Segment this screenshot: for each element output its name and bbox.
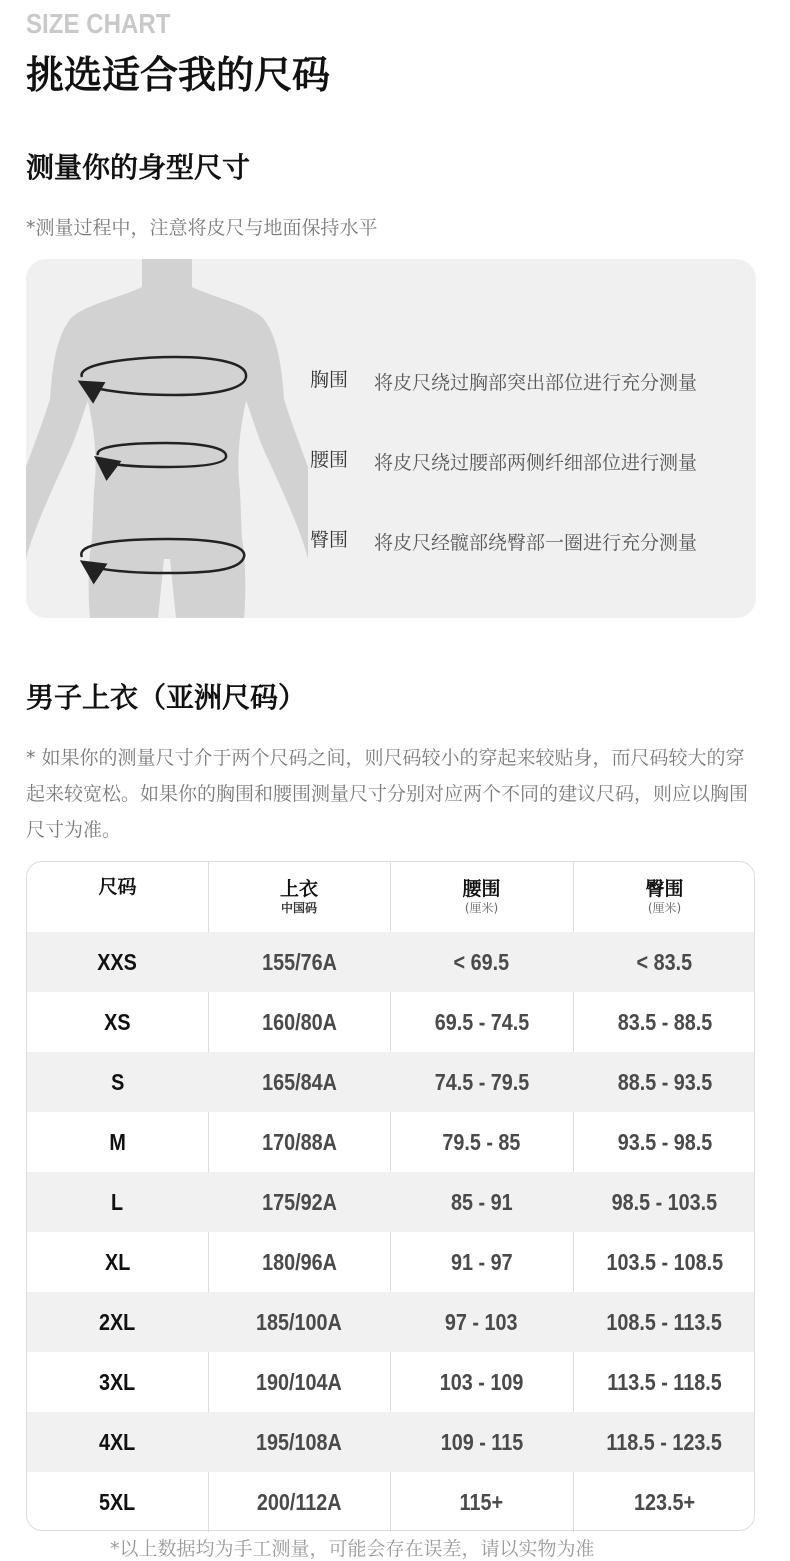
footer-disclaimer: *以上数据均为手工测量，可能会存在误差，请以实物为准 (110, 1538, 595, 1560)
cell-hip: 83.5 - 88.5 (617, 1009, 712, 1035)
cell-size: XL (104, 1249, 131, 1275)
cell-waist: < 69.5 (453, 949, 510, 975)
column-header-label: 上衣 (279, 878, 318, 900)
cell-hip: 88.5 - 93.5 (617, 1069, 712, 1095)
body-silhouette-illustration (26, 259, 326, 618)
measure-list (310, 361, 740, 601)
cell-hip: < 83.5 (636, 949, 693, 975)
cell-size: 3XL (99, 1369, 136, 1395)
cell-waist: 91 - 97 (450, 1249, 513, 1275)
cell-waist: 103 - 109 (439, 1369, 524, 1395)
cell-size: 5XL (99, 1489, 136, 1515)
measure-label: 腰围 (310, 449, 349, 471)
column-header-label: 尺码 (98, 876, 137, 898)
measure-section-title: 测量你的身型尺寸 (26, 151, 251, 184)
column-header-label: 臀围 (645, 878, 684, 900)
cell-size: M (109, 1129, 126, 1155)
table-header (27, 862, 754, 932)
measure-desc: 将皮尺绕过腰部两侧纤细部位进行测量 (374, 452, 698, 474)
table-row (27, 1172, 754, 1232)
cell-top-size: 195/108A (256, 1429, 342, 1455)
column-header-waist (390, 862, 573, 932)
cell-top-size: 190/104A (256, 1369, 342, 1395)
cell-size: XXS (97, 949, 138, 975)
table-body (27, 932, 754, 1532)
cell-size: XS (104, 1009, 131, 1035)
cell-top-size: 170/88A (261, 1129, 337, 1155)
measure-label: 胸围 (310, 369, 349, 391)
cell-waist: 97 - 103 (445, 1309, 518, 1335)
size-chart-eyebrow: SIZE CHART (26, 8, 171, 39)
column-header-hip (573, 862, 756, 932)
measure-item-chest (310, 361, 740, 441)
cell-size: 2XL (99, 1309, 136, 1335)
table-row (27, 1352, 754, 1412)
cell-hip: 118.5 - 123.5 (606, 1429, 723, 1455)
table-row (27, 1232, 754, 1292)
table-row (27, 1472, 754, 1532)
cell-waist: 115+ (459, 1489, 504, 1515)
table-row (27, 1052, 754, 1112)
column-header-sub: (厘米) (647, 901, 682, 915)
cell-hip: 123.5+ (633, 1489, 696, 1515)
cell-hip: 98.5 - 103.5 (611, 1189, 718, 1215)
cell-hip: 93.5 - 98.5 (617, 1129, 712, 1155)
cell-top-size: 160/80A (261, 1009, 337, 1035)
cell-waist: 79.5 - 85 (442, 1129, 521, 1155)
table-row (27, 932, 754, 992)
cell-hip: 108.5 - 113.5 (606, 1309, 723, 1335)
size-note: * 如果你的测量尺寸介于两个尺码之间，则尺码较小的穿起来较贴身，而尺码较大的穿起来较宽松。如果你的胸围和腰围测量尺寸分别对应两个不同的建议尺码，则应以胸围尺寸为准。 (26, 747, 749, 841)
cell-size: 4XL (99, 1429, 136, 1455)
cell-size: L (111, 1189, 124, 1215)
table-row (27, 992, 754, 1052)
column-header-label: 腰围 (462, 878, 501, 900)
cell-top-size: 200/112A (256, 1489, 342, 1515)
size-section-title: 男子上衣（亚洲尺码） (26, 681, 307, 714)
column-header-size (27, 862, 208, 932)
cell-top-size: 155/76A (261, 949, 337, 975)
torso-silhouette (26, 259, 308, 618)
cell-top-size: 165/84A (261, 1069, 337, 1095)
measure-item-waist (310, 441, 740, 521)
measure-panel (26, 259, 756, 618)
page-title: 挑选适合我的尺码 (26, 53, 331, 97)
measure-label: 臀围 (310, 529, 349, 551)
column-header-sub: 中国码 (280, 901, 317, 915)
table-row (27, 1412, 754, 1472)
size-table (26, 861, 755, 1531)
cell-top-size: 180/96A (261, 1249, 337, 1275)
cell-size: S (110, 1069, 125, 1095)
cell-top-size: 175/92A (261, 1189, 337, 1215)
measure-item-hip (310, 521, 740, 601)
cell-top-size: 185/100A (256, 1309, 342, 1335)
cell-hip: 103.5 - 108.5 (606, 1249, 723, 1275)
table-row (27, 1292, 754, 1352)
measure-desc: 将皮尺绕过胸部突出部位进行充分测量 (374, 372, 698, 394)
cell-waist: 109 - 115 (440, 1429, 523, 1455)
cell-waist: 85 - 91 (450, 1189, 513, 1215)
cell-waist: 69.5 - 74.5 (434, 1009, 529, 1035)
measure-note: *测量过程中，注意将皮尺与地面保持水平 (26, 217, 378, 239)
column-header-sub: (厘米) (464, 901, 499, 915)
cell-waist: 74.5 - 79.5 (434, 1069, 529, 1095)
measure-desc: 将皮尺经髋部绕臀部一圈进行充分测量 (374, 532, 698, 554)
cell-hip: 113.5 - 118.5 (607, 1369, 722, 1395)
column-header-top (208, 862, 390, 932)
table-row (27, 1112, 754, 1172)
